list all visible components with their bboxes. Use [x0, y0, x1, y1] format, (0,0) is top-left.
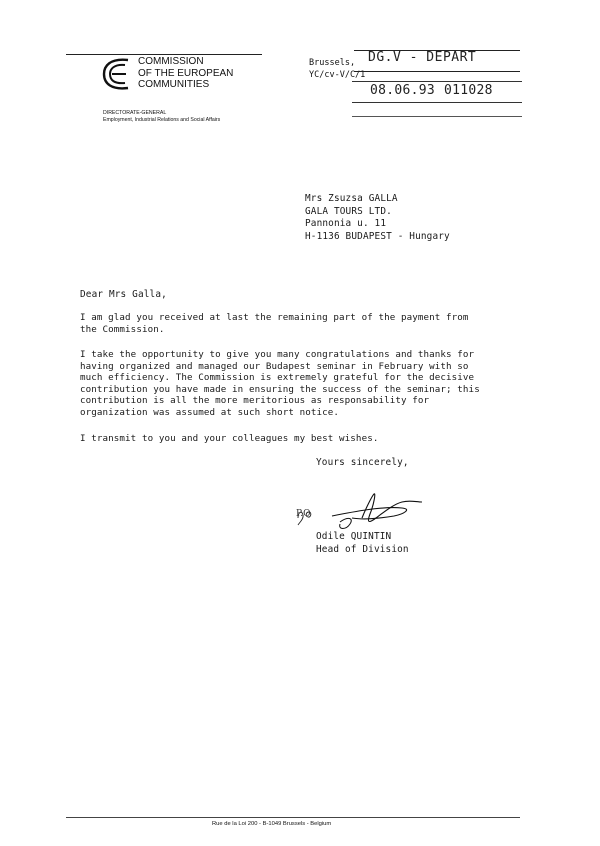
org-line-2: OF THE EUROPEAN — [138, 67, 234, 79]
stamp-number: 011028 — [444, 83, 493, 98]
paragraph-2-line-1: I take the opportunity to give you many congratulations and thanks for — [80, 349, 475, 360]
paragraph-2-line-3: much efficiency. The Commission is extremely grateful for the decisive — [80, 372, 475, 384]
paragraph-1 — [80, 312, 469, 335]
footer-rule — [66, 817, 520, 818]
paragraph-2-line-4: contribution you have made in ensuring the success of the seminar; this — [80, 383, 480, 395]
letterhead-top-rule — [66, 54, 262, 55]
directorate-block — [103, 110, 220, 123]
closing: Yours sincerely, — [316, 457, 409, 468]
directorate-subtitle: Employment, Industrial Relations and Social Affairs — [103, 116, 221, 123]
org-line-3: COMMUNITIES — [138, 79, 210, 90]
signatory-title: Head of Division — [316, 543, 409, 555]
recipient-address — [305, 193, 450, 243]
stamp-title: DG.V - DEPART — [368, 50, 477, 65]
paragraph-2-line-2: having organized and managed our Budapest seminar in February with so — [80, 360, 469, 372]
stamp-rule-1 — [352, 81, 522, 82]
stamp-rule-2 — [352, 102, 522, 103]
salutation: Dear Mrs Galla, — [80, 289, 167, 300]
organisation-name — [138, 56, 233, 91]
paragraph-1-line-1: I am glad you received at last the remaining part of the payment from — [80, 312, 469, 323]
recipient-street: Pannonia u. 11 — [305, 218, 387, 229]
recipient-city: H-1136 BUDAPEST - Hungary — [305, 230, 450, 242]
directorate-title: DIRECTORATE-GENERAL — [103, 110, 167, 116]
recipient-name: Mrs Zsuzsa GALLA — [305, 193, 398, 204]
recipient-company: GALA TOURS LTD. — [305, 205, 392, 217]
commission-logo-icon — [102, 56, 132, 92]
paragraph-1-line-2: the Commission. — [80, 323, 165, 335]
paragraph-2 — [80, 349, 480, 419]
city-line: Brussels, — [309, 58, 356, 68]
signatory-name: Odile QUINTIN — [316, 531, 392, 542]
signatory-block — [316, 531, 409, 556]
paragraph-2-line-6: organization was assumed at such short notice. — [80, 406, 340, 418]
stamp-date: 08.06.93 — [370, 83, 436, 98]
org-line-1: COMMISSION — [138, 56, 204, 67]
per-order-annotation: P.O — [296, 509, 311, 519]
paragraph-3 — [80, 433, 378, 445]
reference-code: YC/cv-V/C/1 — [309, 70, 366, 80]
stamp-rule-3 — [352, 116, 522, 117]
footer-address: Rue de la Loi 200 - B-1049 Brussels - Belgium — [212, 821, 332, 827]
paragraph-2-line-5: contribution is all the more meritorious as responsability for — [80, 395, 430, 407]
paragraph-3-text: I transmit to you and your colleagues my best wishes. — [80, 433, 379, 444]
